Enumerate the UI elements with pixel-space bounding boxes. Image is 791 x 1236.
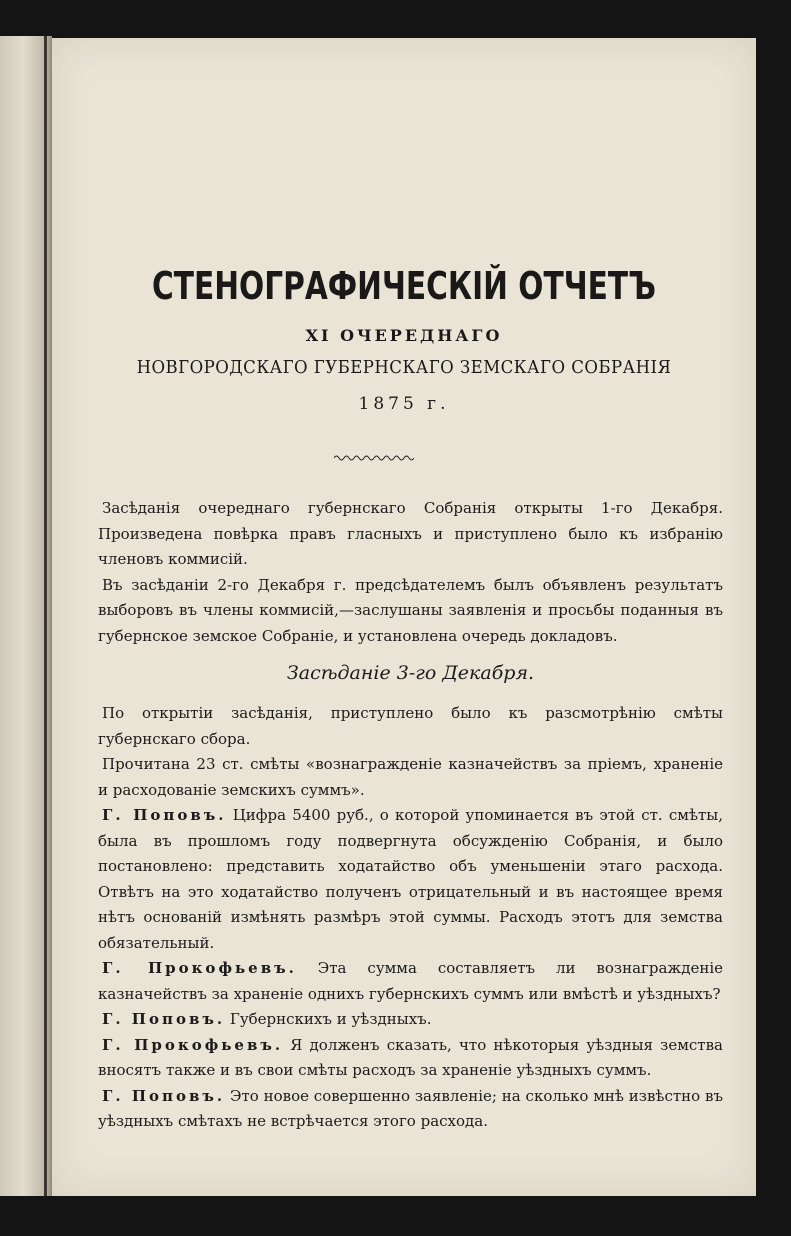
speaker-paragraph (98, 956, 723, 1007)
speaker-name: Г. Прокофьевъ. (102, 959, 297, 977)
main-title: СТЕНОГРАФИЧЕСКІЙ ОТЧЕТЪ (151, 264, 656, 308)
speaker-paragraph (98, 1007, 723, 1033)
paragraph (98, 752, 723, 803)
speaker-paragraph (98, 1084, 723, 1135)
wavy-divider-ornament (334, 452, 414, 464)
document-page (52, 38, 756, 1196)
document-body (98, 496, 723, 1135)
speaker-name: Г. Поповъ. (102, 1010, 226, 1028)
facing-page-edge (0, 36, 52, 1196)
paragraph-text: Эта сумма составляетъ ли вознагражденіе казначействъ за храненіе однихъ губернскихъ суммъ или вмѣстѣ и уѣздныхъ? (98, 959, 723, 1003)
year-label: 1875 г. (358, 394, 450, 414)
intro-paragraph: Засѣданія очереднаго губернскаго Собранія открыты 1-го Декабря. Произведена повѣрка правъ гласныхъ и приступлено было къ избранію членовъ коммисій. (98, 499, 723, 568)
intro-paragraph: Въ засѣданіи 2-го Декабря г. предсѣдателемъ былъ объявленъ результатъ выборовъ въ члены коммисій,—заслушаны заявленія и просьбы поданныя въ губернское земское Собраніе, и установлена очередь докладовъ. (98, 575, 723, 645)
speaker-name: Г. Прокофьевъ. (102, 1035, 284, 1054)
paragraph-text: По открытіи засѣданія, приступлено было къ разсмотрѣнію смѣты губернскаго сбора. (98, 704, 723, 748)
speaker-paragraph (98, 803, 723, 956)
paragraph (98, 701, 723, 752)
speaker-paragraph (98, 1033, 723, 1084)
speaker-name: Г. Поповъ. (102, 1086, 226, 1105)
session-subtitle: XI ОЧЕРЕДНАГО (305, 326, 503, 345)
paragraph-text: Губернскихъ и уѣздныхъ. (229, 1010, 432, 1028)
paragraph-text: Это новое совершенно заявленіе; на сколько мнѣ извѣстно въ уѣздныхъ смѣтахъ не встрѣчается этого расхода. (98, 1086, 723, 1130)
paragraph-text: Я долженъ сказать, что нѣкоторыя уѣздныя земства вносятъ также и въ свои смѣты расходъ за храненіе уѣздныхъ суммъ. (98, 1035, 723, 1079)
paragraph-text: Цифра 5400 руб., о которой упоминается въ этой ст. смѣты, была въ прошломъ году подвергнута обсужденію Собранія, и было постановлено: представить ходатайство объ уменьшеніи этаго расхода. Отвѣтъ на это ходатайство полученъ отрицательный и въ настоящее время нѣтъ основаній измѣнять размѣръ этой суммы. Расходъ этотъ для земства обязательный. (98, 806, 723, 952)
speaker-name: Г. Поповъ. (102, 806, 227, 824)
session-heading: Засѣданіе 3-го Декабря. (286, 662, 535, 684)
paragraph-text: Прочитана 23 ст. смѣты «вознагражденіе казначействъ за пріемъ, храненіе и расходованіе земскихъ суммъ». (98, 755, 723, 799)
assembly-subtitle: НОВГОРОДСКАГО ГУБЕРНСКАГО ЗЕМСКАГО СОБРАНІЯ (136, 357, 672, 378)
